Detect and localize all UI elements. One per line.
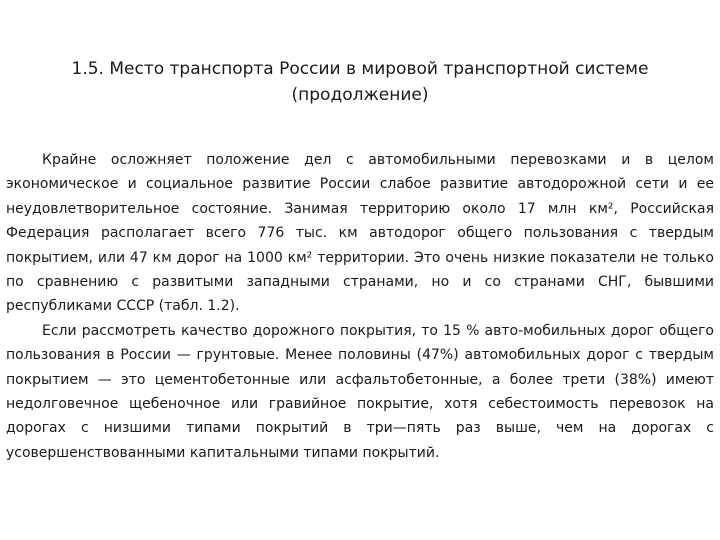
slide-title-line-2: (продолжение)	[291, 85, 429, 105]
body-paragraph-1: Крайне осложняет положение дел с автомобильными перевозками и в целом экономическое и социальное развитие России слабое развитие автодорожной сети и ее неудовлетворительное состояние. Занимая территорию около 17 млн км², Российская Федерация располагает всего 776 тыс. км автодорог общего пользования с твердым покрытием, или 47 км дорог на 1000 км² территории. Это очень низкие показатели не только по сравнению с развитыми западными странами, но и со странами СНГ, бывшими республиками СССР (табл. 1.2).	[6, 152, 714, 315]
slide-title-line-1: 1.5. Место транспорта России в мировой транспортной системе	[71, 59, 649, 79]
slide-body	[6, 148, 714, 465]
body-paragraph-2: Если рассмотреть качество дорожного покрытия, то 15 % авто-мобильных дорог общего пользования в России — грунтовые. Менее половины (47%) автомобильных дорог с твердым покрытием — это цементобетонные или асфальтобетонные, а более трети (38%) имеют недолговечное щебеночное или гравийное покрытие, хотя себестоимость перевозок на дорогах с низшими типами покрытий в три—пять раз выше, чем на дорогах с усовершенствованными капитальными типами покрытий.	[6, 322, 714, 461]
slide-title	[20, 56, 700, 108]
